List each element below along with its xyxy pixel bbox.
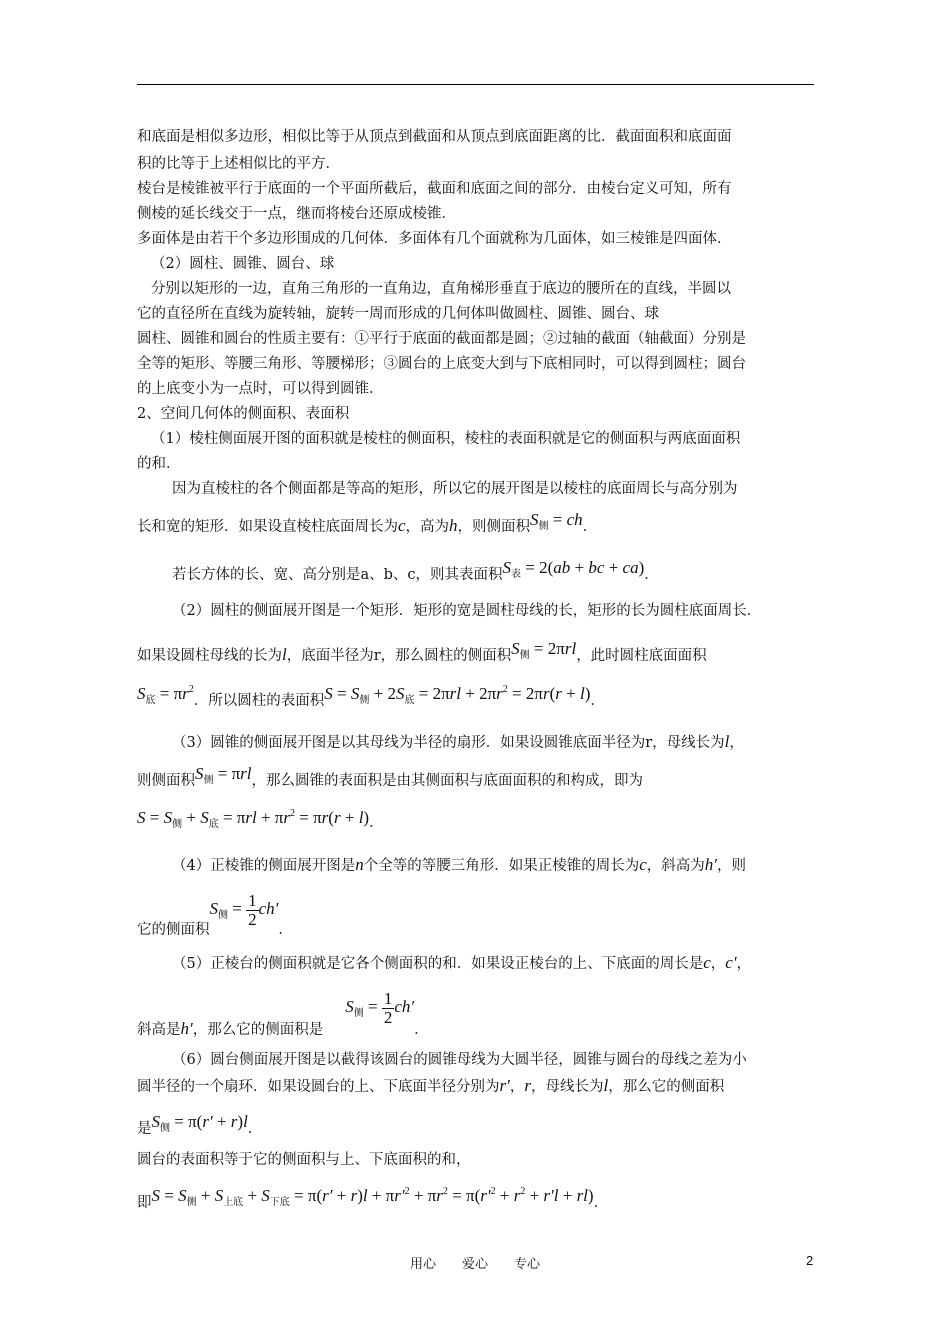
text-line-formula: 斜高是h′，那么它的侧面积是$S_侧$ = $\frac{1}{2}$ ch′．	[137, 989, 429, 1039]
formula-lateral-prism: $S_侧$ = ch	[530, 510, 583, 532]
text-line-formula: 如果设圆柱母线的长为l，底面半径为r，那么圆柱的侧面积$S_侧 = 2\pi rl$，此时圆柱底面面积	[137, 639, 707, 664]
text-run: ，那么圆锥的表面积是由其侧面积与底面面积的和构成，即为	[251, 773, 644, 789]
formula-cone-surface: $S = S_侧 + S_底 = \pi rl + \pi r^2 = \pi r(r + l)$	[137, 808, 370, 830]
text-line: 的上底变小为一点时，可以得到圆锥．	[137, 381, 384, 397]
text-line-formula: $S = S_侧 + S_底 = \pi rl + \pi r^2 = \pi r(r + l)$．	[137, 808, 384, 831]
text-run: ，则	[717, 858, 746, 874]
text-line: 棱台是棱锥被平行于底面的一个平面所截后，截面和底面之间的部分．由棱台定义可知，所有	[137, 181, 732, 197]
text-line-formula: （4）正棱锥的侧面展开图是n个全等的等腰三角形．如果正棱锥的周长为c，斜高为h′，则	[172, 855, 746, 874]
text-run: ，那么它的侧面积	[608, 1079, 725, 1095]
text-run: ，母线长为	[530, 1079, 604, 1095]
text-line: （2）圆柱的侧面展开图是一个矩形．矩形的宽是圆柱母线的长，矩形的长为圆柱底面周长．	[172, 603, 762, 619]
formula-cylinder-surface: $S = S_侧 + 2S_底 = 2\pi rl + 2\pi r^2 = 2\pi r(r + l)$	[324, 684, 591, 706]
text-line-formula: 它的侧面积$S_侧$ = $\frac{1}{2}$ ch′．	[137, 891, 293, 939]
text-line: 和底面是相似多边形，相似比等于从顶点到截面和从顶点到底面距离的比．截面面积和底面面	[137, 129, 732, 145]
text-line: 全等的矩形、等腰三角形、等腰梯形；③圆台的上底变大到与下底相同时，可以得到圆柱；圆台	[137, 356, 746, 372]
section-heading: （2）圆柱、圆锥、圆台、球	[151, 256, 335, 272]
page-number: 2	[806, 1253, 814, 1268]
text-run: ，则侧面积	[457, 519, 531, 535]
formula-pyramid-lateral: $S_侧$ = $\frac{1}{2}$ ch′	[209, 891, 279, 929]
text-line: 的和．	[137, 456, 181, 472]
text-line: 因为直棱柱的各个侧面都是等高的矩形，所以它的展开图是以棱柱的底面周长与高分别为	[172, 481, 738, 497]
text-run: 是	[137, 1121, 152, 1137]
text-run: ，此时圆柱底面面积	[576, 648, 707, 664]
text-line: 侧棱的延长线交于一点，继而将棱台还原成棱锥．	[137, 206, 456, 222]
text-line-formula: $S_底 = \pi r^2$．所以圆柱的表面积$S = S_侧 + 2S_底 = 2\pi rl + 2\pi r^2 = 2\pi r(r + l)$．	[137, 684, 605, 709]
formula-frustum-cone-surface: $S = S_侧 + S_{上底} + S_{下底} = \pi(r' + r)l + \pi r'^2 + \pi r^2 = \pi(r'^2 + r^2 + r'l + rl)$	[151, 1186, 594, 1208]
text-line: （6）圆台侧面展开图是以截得该圆台的圆锥母线为大圆半径，圆锥与圆台的母线之差为小	[172, 1052, 747, 1068]
text-run: 如果设圆柱母线的长为	[137, 648, 282, 664]
text-line: （1）棱柱侧面展开图的面积就是棱柱的侧面积，棱柱的表面积就是它的侧面积与两底面面积	[151, 431, 741, 447]
header-rule	[137, 84, 814, 85]
text-line: 多面体是由若干个多边形围成的几何体．多面体有几个面就称为几面体，如三棱锥是四面体．	[137, 231, 732, 247]
text-line-formula: 圆半径的一个扇环．如果设圆台的上、下底面半径分别为r′，r，母线长为l，那么它的侧面积	[137, 1076, 725, 1095]
text-run: 个全等的等腰三角形．如果正棱锥的周长为	[363, 858, 640, 874]
text-line: 分别以矩形的一边，直角三角形的一直角边，直角梯形垂直于底边的腰所在的直线，半圆以	[151, 281, 731, 297]
text-line-formula	[137, 764, 644, 793]
text-line: 圆台的表面积等于它的侧面积与上、下底面积的和，	[137, 1152, 471, 1168]
text-run: 圆半径的一个扇环．如果设圆台的上、下底面半径分别为	[137, 1079, 500, 1095]
page-footer: 用心 爱心 专心	[409, 1257, 540, 1272]
formula-cylinder-base: $S_底 = \pi r^2$	[137, 684, 194, 706]
text-line-formula: 若长方体的长、宽、高分别是a、b、c，则其表面积$S_表 = 2(ab$ + bc + ca)．	[172, 558, 659, 583]
text-line-formula: （3）圆锥的侧面展开图是以其母线为半径的扇形．如果设圆锥底面半径为r，母线长为l，	[172, 732, 744, 751]
text-run: 即	[137, 1195, 152, 1211]
text-line-formula: 即$S = S_侧 + S_{上底} + S_{下底} = \pi(r' + r)l + \pi r'^2 + \pi r^2 = \pi(r'^2 + r^2 + r'l + rl)$．	[137, 1186, 609, 1211]
text-run: ，底面半径为r，那么圆柱的侧面积	[286, 648, 512, 664]
text-run: 则侧面积	[137, 773, 195, 789]
text-run: 若长方体的长、宽、高分别是a、b、c，则其表面积	[172, 567, 503, 583]
text-run: 长和宽的矩形．如果设直棱柱底面周长为	[137, 519, 398, 535]
text-line: 积的比等于上述相似比的平方．	[137, 156, 340, 172]
text-line-formula: 是$S_侧 = \pi(r' + r)l$．	[137, 1112, 263, 1137]
text-line-formula: 长和宽的矩形．如果设直棱柱底面周长为c，高为h，则侧面积$S_侧$ = ch．	[137, 510, 598, 535]
text-line-formula: （5）正棱台的侧面积就是它各个侧面积的和．如果设正棱台的上、下底面的周长是c，c′，	[172, 953, 752, 972]
formula-cone-lateral: $S_侧 = \pi rl$	[195, 764, 252, 786]
text-run: （5）正棱台的侧面积就是它各个侧面积的和．如果设正棱台的上、下底面的周长是	[172, 956, 704, 972]
formula-cuboid-surface: $S_表 = 2(ab$ + bc + ca)	[502, 558, 645, 580]
text-run: 它的侧面积	[137, 922, 210, 939]
text-run: （4）正棱锥的侧面展开图是	[172, 858, 356, 874]
text-line: 圆柱、圆锥和圆台的性质主要有：①平行于底面的截面都是圆；②过轴的截面（轴截面）分别是	[137, 331, 746, 347]
text-run: ，斜高为	[646, 858, 705, 874]
formula-frustum-cone-lateral: $S_侧 = \pi(r' + r)l$	[151, 1112, 248, 1134]
text-line: 它的直径所在直线为旋转轴，旋转一周而形成的几何体叫做圆柱、圆锥、圆台、球	[137, 306, 659, 322]
text-run: ．所以圆柱的表面积	[193, 693, 325, 709]
formula-frustum-pyramid-lateral: $S_侧$ = $\frac{1}{2}$ ch′	[345, 989, 415, 1027]
text-run: ，那么它的侧面积是	[192, 1022, 324, 1039]
text-run: ，高为	[405, 519, 450, 535]
section-heading: 2、空间几何体的侧面积、表面积	[137, 406, 350, 422]
text-run: 斜高是	[137, 1022, 181, 1039]
formula-cylinder-lateral: $S_侧 = 2\pi rl$	[511, 639, 577, 661]
text-run: （3）圆锥的侧面展开图是以其母线为半径的扇形．如果设圆锥底面半径为r，母线长为	[172, 735, 725, 751]
